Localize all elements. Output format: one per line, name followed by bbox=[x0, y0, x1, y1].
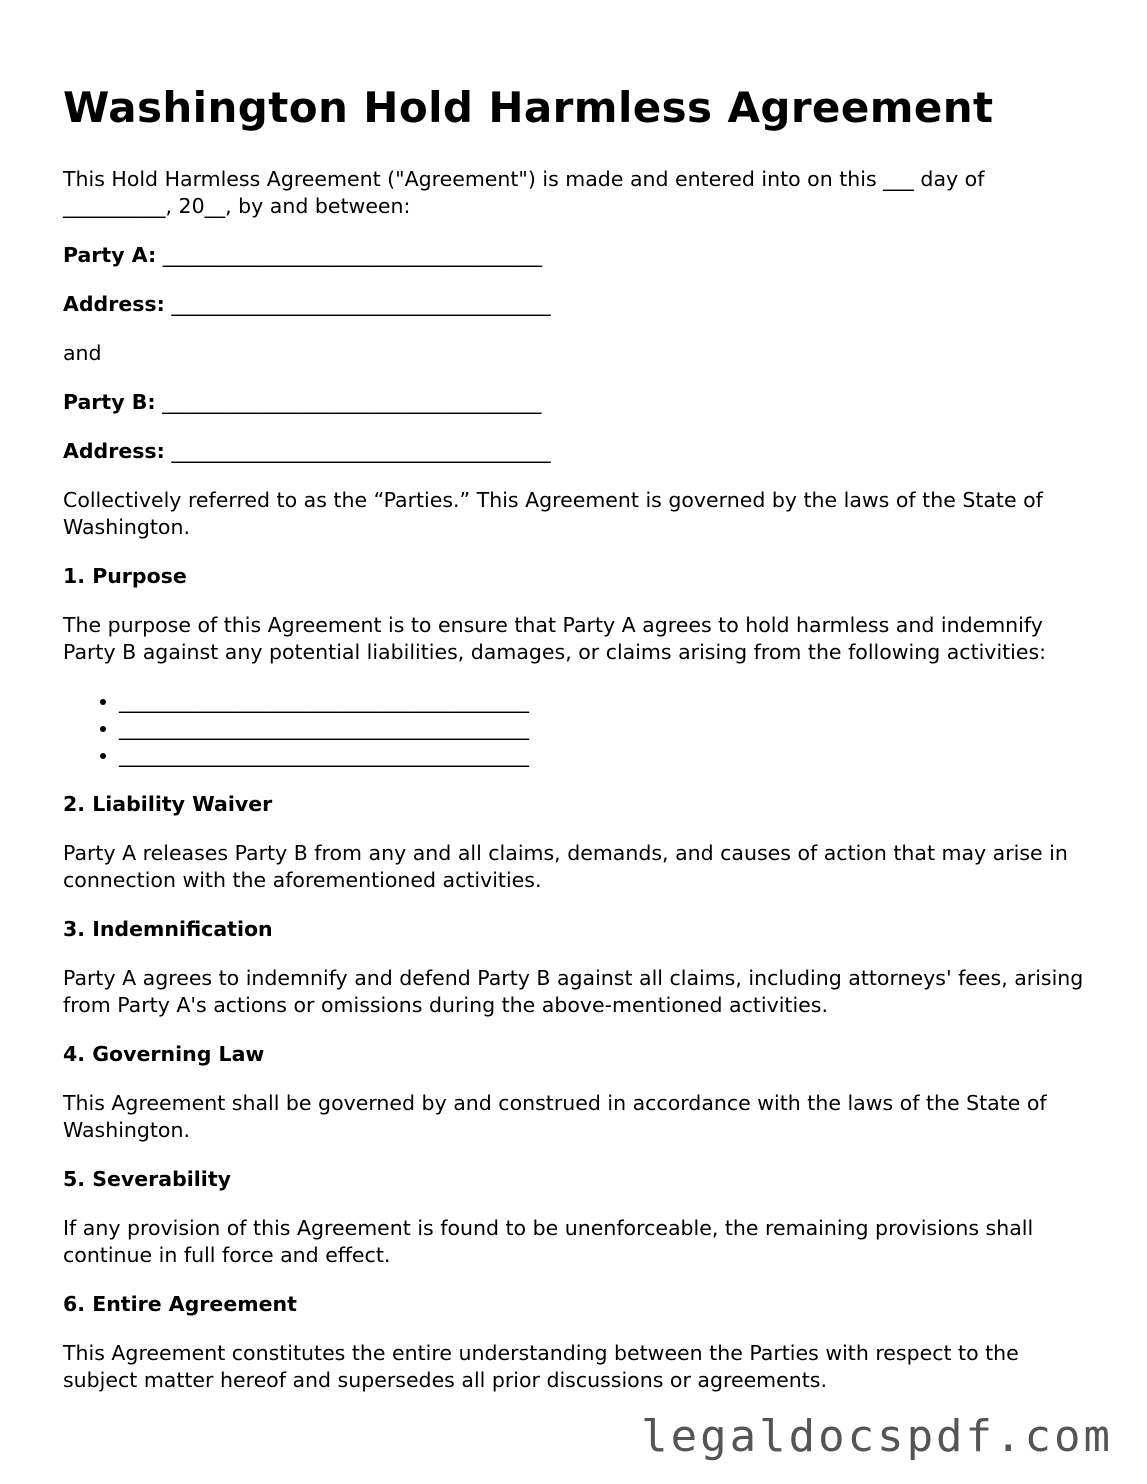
party-b-field bbox=[63, 389, 1093, 416]
document-title: Washington Hold Harmless Agreement bbox=[63, 83, 994, 132]
section-heading-liability-waiver: 2. Liability Waiver bbox=[63, 792, 273, 816]
section-body-liability-waiver: Party A releases Party B from any and all claims, demands, and causes of action that may arise in connection with the aforementioned activities. bbox=[63, 841, 1068, 892]
section-body-severability: If any provision of this Agreement is found to be unenforceable, the remaining provisions shall continue in full force and effect. bbox=[63, 1216, 1034, 1267]
section-body-governing-law: This Agreement shall be governed by and construed in accordance with the laws of the State of Washington. bbox=[63, 1091, 1047, 1142]
and-text: and bbox=[63, 341, 102, 365]
section-heading-indemnification: 3. Indemnification bbox=[63, 917, 273, 941]
party-a-label: Party A: bbox=[63, 243, 157, 267]
list-item: • ________________________________________ bbox=[119, 742, 1093, 769]
party-b-address-field bbox=[63, 438, 1093, 465]
intro-paragraph: This Hold Harmless Agreement ("Agreement") is made and entered into on this ___ day of __________, 20__, by and between: bbox=[63, 167, 985, 218]
party-a-address-field bbox=[63, 291, 1093, 318]
section-body-purpose: The purpose of this Agreement is to ensure that Party A agrees to hold harmless and indemnify Party B against any potential liabilities, damages, or claims arising from the following activities: bbox=[63, 613, 1047, 664]
section-body-indemnification: Party A agrees to indemnify and defend Party B against all claims, including attorneys' fees, arising from Party A's actions or omissions during the above-mentioned activities. bbox=[63, 966, 1084, 1017]
list-item: • ________________________________________ bbox=[119, 715, 1093, 742]
party-a-blank: _____________________________________ bbox=[162, 243, 542, 267]
section-heading-severability: 5. Severability bbox=[63, 1167, 231, 1191]
activities-list bbox=[63, 688, 1093, 769]
watermark: legaldocspdf.com bbox=[641, 1411, 1113, 1462]
section-heading-entire-agreement: 6. Entire Agreement bbox=[63, 1292, 297, 1316]
collective-paragraph: Collectively referred to as the “Parties.” This Agreement is governed by the laws of the State of Washington. bbox=[63, 488, 1043, 539]
party-a-field bbox=[63, 242, 1093, 269]
section-body-entire-agreement: This Agreement constitutes the entire understanding between the Parties with respect to the subject matter hereof and supersedes all prior discussions or agreements. bbox=[63, 1341, 1019, 1392]
party-b-address-blank: _____________________________________ bbox=[171, 439, 551, 463]
section-heading-governing-law: 4. Governing Law bbox=[63, 1042, 265, 1066]
section-heading-purpose: 1. Purpose bbox=[63, 564, 187, 588]
party-a-address-label: Address: bbox=[63, 292, 165, 316]
party-b-label: Party B: bbox=[63, 390, 156, 414]
party-b-blank: _____________________________________ bbox=[162, 390, 542, 414]
list-item: • ________________________________________ bbox=[119, 688, 1093, 715]
party-a-address-blank: _____________________________________ bbox=[171, 292, 551, 316]
document-page bbox=[63, 78, 1093, 1416]
party-b-address-label: Address: bbox=[63, 439, 165, 463]
